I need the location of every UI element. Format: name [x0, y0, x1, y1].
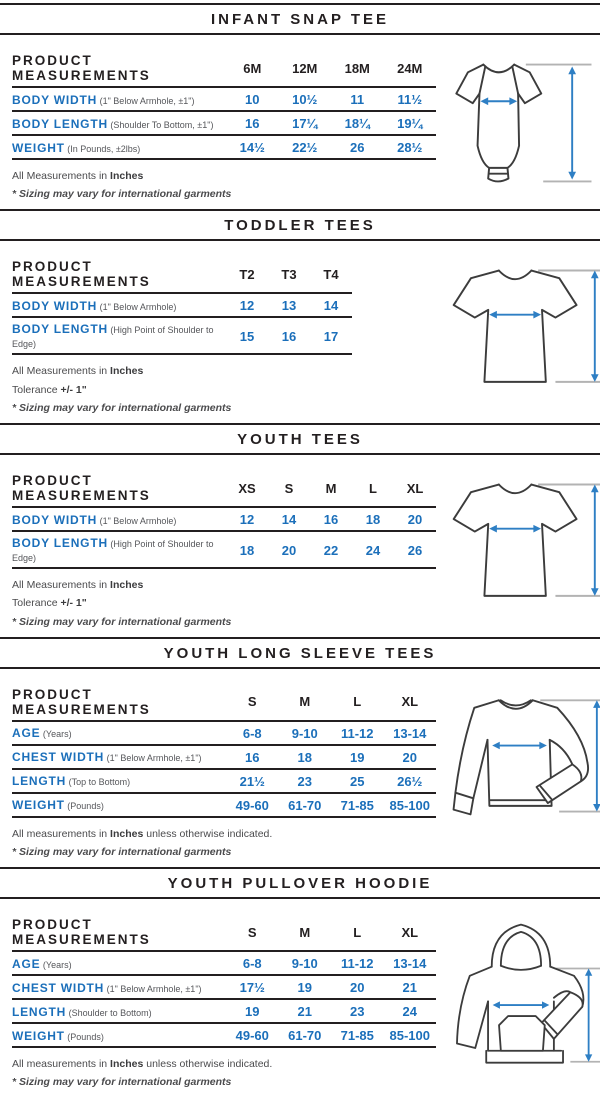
hoodie-illustration: [446, 913, 600, 1093]
product-measurements-header: PRODUCT MEASUREMENTS: [12, 683, 226, 721]
measurement-value: 85-100: [384, 793, 437, 817]
section-title-band: [0, 3, 600, 35]
measurement-label-cell: [12, 531, 226, 568]
length-arrow: [593, 700, 600, 811]
measurement-value: 6-8: [226, 721, 279, 745]
body-length-arrow: [591, 485, 599, 596]
size-column-header: T3: [268, 255, 310, 293]
measurement-note: (In Pounds, ±2lbs): [64, 143, 141, 154]
measurement-value: 17: [310, 317, 352, 354]
table-header-row: [12, 913, 436, 951]
body-width-arrow: [489, 525, 541, 533]
measurement-value: 61-70: [279, 793, 332, 817]
size-column-header: S: [268, 469, 310, 507]
measurement-value: 18: [352, 507, 394, 531]
sizing-note: * Sizing may vary for international garments: [12, 188, 232, 201]
measurement-label-cell: [12, 1023, 226, 1047]
youth-tee-illustration: [446, 469, 600, 633]
hood-inner: [501, 932, 541, 966]
measurement-label: BODY WIDTH: [12, 92, 98, 107]
measurement-value: 16: [226, 745, 279, 769]
size-table: [12, 49, 436, 160]
measurement-label-cell: [12, 793, 226, 817]
product-measurements-header: PRODUCT MEASUREMENTS: [12, 469, 226, 507]
measurement-label: WEIGHT: [12, 140, 65, 155]
measurement-value: 15: [226, 317, 268, 354]
measurement-row: [12, 975, 436, 999]
measurement-row: [12, 507, 436, 531]
measurement-label-cell: [12, 999, 226, 1023]
tshirt-drawing: [446, 473, 600, 617]
measurement-value: 19¼: [384, 111, 437, 135]
measurement-value: 71-85: [331, 1023, 384, 1047]
measurement-row: [12, 745, 436, 769]
long-sleeve-tee-illustration: [446, 683, 600, 863]
measurement-note: (Pounds): [64, 801, 104, 812]
size-column-header: 6M: [226, 49, 279, 87]
left-cuff: [454, 792, 474, 814]
measurement-label: CHEST WIDTH: [12, 980, 105, 995]
measurement-label-cell: [12, 111, 226, 135]
measurement-label-cell: [12, 721, 226, 745]
size-table: [12, 683, 436, 818]
measurement-value: 23: [279, 769, 332, 793]
sizing-note: * Sizing may vary for international garments: [12, 1076, 232, 1089]
measurement-note: (High Point of Shoulder to Edge): [12, 539, 214, 564]
measurement-row: [12, 951, 436, 975]
measurement-label: BODY WIDTH: [12, 298, 98, 313]
measurement-value: 17¼: [279, 111, 332, 135]
measurement-value: 13: [268, 293, 310, 317]
hood-opening-bottom: [501, 966, 541, 970]
measurements-note: All Measurements in Inches: [12, 579, 144, 592]
measurement-label-cell: [12, 293, 226, 317]
measurement-value: 20: [394, 507, 436, 531]
section-youth-pullover-hoodie: [0, 867, 600, 1093]
measurement-value: 21½: [226, 769, 279, 793]
measurement-value: 16: [268, 317, 310, 354]
measurements-note: All measurements in Inches unless otherwise indicated.: [12, 1058, 273, 1071]
measurement-value: 14: [268, 507, 310, 531]
tee-neckline: [499, 485, 532, 494]
size-column-header: S: [226, 913, 279, 951]
section-youth-long-sleeve-tees: [0, 637, 600, 863]
section-toddler-tees: [0, 209, 600, 419]
measurement-value: 85-100: [384, 1023, 437, 1047]
right-forearm: [541, 992, 583, 1039]
size-column-header: 12M: [279, 49, 332, 87]
long-sleeve-drawing: [446, 687, 600, 838]
measurement-value: 11: [331, 87, 384, 111]
measurement-row: [12, 111, 436, 135]
measurement-value: 10½: [279, 87, 332, 111]
measurement-value: 17½: [226, 975, 279, 999]
measurement-value: 9-10: [279, 721, 332, 745]
measurement-value: 18: [226, 531, 268, 568]
table-header-row: [12, 683, 436, 721]
tshirt-drawing: [446, 259, 600, 403]
measurement-note: (High Point of Shoulder to Edge): [12, 325, 214, 350]
size-column-header: M: [279, 913, 332, 951]
measurement-value: 19: [279, 975, 332, 999]
measurement-label-cell: [12, 745, 226, 769]
measurement-label: WEIGHT: [12, 798, 65, 813]
table-header-row: [12, 255, 352, 293]
section-title-band: [0, 637, 600, 669]
measurement-label: AGE: [12, 956, 41, 971]
section-title: YOUTH LONG SLEEVE TEES: [163, 644, 437, 662]
measurement-value: 19: [331, 745, 384, 769]
size-column-header: XL: [384, 683, 437, 721]
product-measurements-header: PRODUCT MEASUREMENTS: [12, 913, 226, 951]
section-youth-tees: [0, 423, 600, 633]
product-measurements-header: PRODUCT MEASUREMENTS: [12, 255, 226, 293]
measurement-note: (1" Below Armhole, ±1"): [97, 95, 195, 106]
length-arrow: [585, 969, 592, 1062]
measurement-label: BODY LENGTH: [12, 322, 108, 337]
measurement-value: 24: [384, 999, 437, 1023]
onesie-neckline: [483, 65, 514, 73]
measurement-label-cell: [12, 317, 226, 354]
measurement-row: [12, 293, 352, 317]
measurement-label: BODY LENGTH: [12, 116, 108, 131]
measurement-label-cell: [12, 135, 226, 159]
measurement-value: 18¼: [331, 111, 384, 135]
measurement-value: 16: [310, 507, 352, 531]
measurement-value: 18: [279, 745, 332, 769]
footnotes: [12, 169, 446, 202]
measurement-row: [12, 793, 436, 817]
measurement-row: [12, 999, 436, 1023]
hoodie-drawing: [446, 917, 600, 1073]
measurement-value: 11-12: [331, 721, 384, 745]
measurement-value: 24: [352, 531, 394, 568]
measurement-value: 28½: [384, 135, 437, 159]
measurement-value: 6-8: [226, 951, 279, 975]
left-sleeve-inner: [473, 740, 487, 798]
measurement-label: LENGTH: [12, 1004, 67, 1019]
measurement-note: (Years): [40, 959, 72, 970]
measurement-value: 26: [331, 135, 384, 159]
size-table: [12, 255, 352, 355]
measurement-note: (1" Below Armhole): [97, 301, 177, 312]
body-width-arrow: [480, 97, 517, 105]
kangaroo-pocket: [499, 1016, 545, 1051]
measurement-value: 26½: [384, 769, 437, 793]
measurement-value: 21: [279, 999, 332, 1023]
measurement-row: [12, 769, 436, 793]
sizing-note: * Sizing may vary for international garments: [12, 401, 232, 414]
footnotes: [12, 1057, 446, 1090]
right-forearm: [537, 764, 582, 803]
measurement-label-cell: [12, 507, 226, 531]
section-title-band: [0, 209, 600, 241]
measurement-value: 22½: [279, 135, 332, 159]
measurement-label-cell: [12, 87, 226, 111]
footnotes: [12, 578, 446, 630]
measurement-note: (1" Below Armhole, ±1"): [104, 753, 202, 764]
size-column-header: T2: [226, 255, 268, 293]
section-title-band: [0, 423, 600, 455]
waistband: [486, 1051, 563, 1063]
onesie-sleeve-seams: [479, 67, 518, 94]
infant-snap-tee-illustration: [446, 49, 600, 205]
measurement-value: 10: [226, 87, 279, 111]
measurement-value: 19: [226, 999, 279, 1023]
chest-width-arrow: [492, 742, 547, 750]
size-column-header: 18M: [331, 49, 384, 87]
measurement-value: 14½: [226, 135, 279, 159]
measurement-value: 11½: [384, 87, 437, 111]
body-width-arrow: [489, 311, 541, 319]
measurement-value: 22: [310, 531, 352, 568]
size-table: [12, 913, 436, 1048]
measurement-value: 11-12: [331, 951, 384, 975]
measurement-value: 23: [331, 999, 384, 1023]
measurement-note: (Top to Bottom): [66, 777, 131, 788]
measurement-value: 25: [331, 769, 384, 793]
footnotes: [12, 364, 446, 416]
measurement-label-cell: [12, 769, 226, 793]
measurement-label-cell: [12, 975, 226, 999]
size-column-header: L: [331, 683, 384, 721]
measurement-value: 13-14: [384, 951, 437, 975]
left-sleeve: [457, 967, 492, 1048]
measurement-note: (1" Below Armhole, ±1"): [104, 983, 202, 994]
measurement-label: CHEST WIDTH: [12, 750, 105, 765]
measurement-value: 13-14: [384, 721, 437, 745]
size-column-header: XL: [384, 913, 437, 951]
measurement-value: 21: [384, 975, 437, 999]
size-column-header: M: [279, 683, 332, 721]
body-length-arrow: [568, 67, 576, 180]
measurement-label-cell: [12, 951, 226, 975]
measurement-row: [12, 721, 436, 745]
size-column-header: M: [310, 469, 352, 507]
collar: [499, 700, 533, 708]
measurement-value: 20: [331, 975, 384, 999]
sizing-note: * Sizing may vary for international garments: [12, 845, 232, 858]
measurement-value: 16: [226, 111, 279, 135]
measurement-label: BODY WIDTH: [12, 512, 98, 527]
tee-neckline: [499, 271, 532, 280]
measurement-note: (Years): [40, 729, 72, 740]
measurement-value: 9-10: [279, 951, 332, 975]
measurement-label: BODY LENGTH: [12, 536, 108, 551]
measurement-note: (1" Below Armhole): [97, 515, 177, 526]
tee-outline: [454, 485, 577, 596]
size-column-header: XL: [394, 469, 436, 507]
right-sleeve-inner: [550, 740, 573, 765]
section-title: TODDLER TEES: [224, 217, 376, 235]
measurement-value: 14: [310, 293, 352, 317]
size-table: [12, 469, 436, 569]
size-column-header: S: [226, 683, 279, 721]
footnotes: [12, 827, 446, 860]
measurement-value: 20: [268, 531, 310, 568]
measurement-label: LENGTH: [12, 774, 67, 789]
section-title: YOUTH PULLOVER HOODIE: [167, 875, 433, 893]
measurement-value: 20: [384, 745, 437, 769]
measurement-row: [12, 317, 352, 354]
section-title-band: [0, 867, 600, 899]
measurements-note: All Measurements in Inches: [12, 365, 144, 378]
onesie-drawing: [446, 53, 596, 193]
toddler-tee-illustration: [446, 255, 600, 419]
measurement-label: WEIGHT: [12, 1028, 65, 1043]
measurement-value: 71-85: [331, 793, 384, 817]
tee-outline: [454, 271, 577, 382]
size-column-header: 24M: [384, 49, 437, 87]
measurement-note: (Pounds): [64, 1031, 104, 1042]
measurement-note: (Shoulder To Bottom, ±1"): [107, 119, 214, 130]
measurement-note: (Shoulder to Bottom): [66, 1007, 152, 1018]
measurement-row: [12, 135, 436, 159]
measurement-value: 49-60: [226, 793, 279, 817]
measurement-value: 12: [226, 507, 268, 531]
body-length-arrow: [591, 271, 599, 382]
measurement-value: 49-60: [226, 1023, 279, 1047]
measurement-row: [12, 87, 436, 111]
section-title: INFANT SNAP TEE: [210, 11, 390, 28]
size-column-header: L: [331, 913, 384, 951]
tolerance-note: Tolerance +/- 1": [12, 383, 87, 396]
measurement-label: AGE: [12, 726, 41, 741]
measurement-value: 12: [226, 293, 268, 317]
measurement-value: 26: [394, 531, 436, 568]
measurements-note: All Measurements in Inches: [12, 170, 144, 182]
measurement-row: [12, 531, 436, 568]
tolerance-note: Tolerance +/- 1": [12, 597, 87, 610]
section-infant-snap-tee: [0, 3, 600, 205]
size-column-header: L: [352, 469, 394, 507]
onesie-snap-flap: [489, 168, 507, 174]
measurement-row: [12, 1023, 436, 1047]
measurements-note: All measurements in Inches unless otherwise indicated.: [12, 827, 273, 840]
product-measurements-header: PRODUCT MEASUREMENTS: [12, 49, 226, 87]
table-header-row: [12, 469, 436, 507]
table-header-row: [12, 49, 436, 87]
size-column-header: T4: [310, 255, 352, 293]
sizing-note: * Sizing may vary for international garments: [12, 615, 232, 628]
chest-width-arrow: [493, 1002, 550, 1009]
right-sleeve-outer: [533, 700, 588, 781]
measurement-value: 61-70: [279, 1023, 332, 1047]
section-title: YOUTH TEES: [237, 431, 363, 449]
size-column-header: XS: [226, 469, 268, 507]
